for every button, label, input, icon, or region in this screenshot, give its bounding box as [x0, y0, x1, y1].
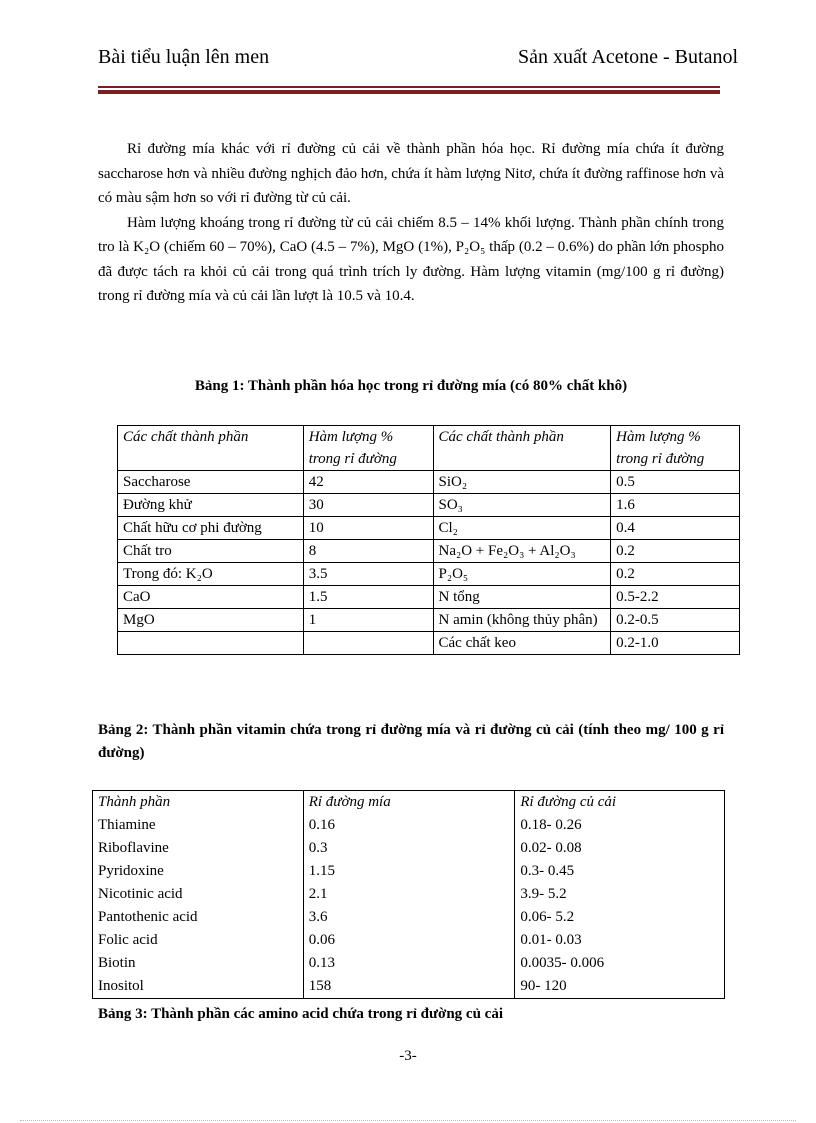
table1-cell: SO₃ [433, 494, 611, 517]
table2-cell: 0.01- 0.03 [515, 929, 725, 952]
table1-cell: N amin (không thủy phân) [433, 609, 611, 632]
table1-cell: Chất hữu cơ phi đường [118, 517, 304, 540]
table-row [118, 517, 740, 540]
table1-cell: MgO [118, 609, 304, 632]
table2-cell: 3.6 [303, 906, 515, 929]
table-row [93, 814, 725, 837]
table1-cell: CaO [118, 586, 304, 609]
table2 [92, 790, 725, 999]
table-row [93, 975, 725, 999]
table2-cell: Folic acid [93, 929, 304, 952]
table1-cell: 1.6 [611, 494, 740, 517]
table-row [118, 632, 740, 655]
table2-cell: 0.3 [303, 837, 515, 860]
table2-cell: Thiamine [93, 814, 304, 837]
table3-caption: Bảng 3: Thành phần các amino acid chứa trong rỉ đường củ cải [98, 1006, 503, 1022]
table1-cell: 0.2-1.0 [611, 632, 740, 655]
header-left-title: Bài tiểu luận lên men [98, 46, 270, 68]
page-number: -3- [399, 1048, 417, 1064]
table1-cell: 0.2 [611, 563, 740, 586]
paragraph-1: Rỉ đường mía khác với rỉ đường củ cải về thành phần hóa học. Rỉ đường mía chứa ít đường saccharose hơn và nhiều đường nghịch đảo hơn, chứa ít hàm lượng Nitơ, chứa ít đường raffinose hơn và có màu sậm hơn so với rỉ đường từ củ cải. [98, 141, 724, 206]
table1-cell: P₂O₅ [433, 563, 611, 586]
table1 [117, 425, 740, 655]
table1-cell [118, 632, 304, 655]
table2-cell: Riboflavine [93, 837, 304, 860]
table1-cell: N tổng [433, 586, 611, 609]
table2-cell: Biotin [93, 952, 304, 975]
table2-cell: Pyridoxine [93, 860, 304, 883]
table1-cell: 0.2 [611, 540, 740, 563]
table-row [118, 471, 740, 494]
table2-cell: 2.1 [303, 883, 515, 906]
table1-header-cell: Các chất thành phần [433, 426, 611, 471]
table1-header-cell: Hàm lượng % trong rỉ đường [303, 426, 433, 471]
table1-cell: Na₂O + Fe₂O₃ + Al₂O₃ [433, 540, 611, 563]
table2-caption: Bảng 2: Thành phần vitamin chứa trong rỉ đường mía và rỉ đường củ cải (tính theo mg/ 100 g rỉ đường) [98, 722, 724, 761]
table2-cell: 0.3- 0.45 [515, 860, 725, 883]
table1-cell: Cl₂ [433, 517, 611, 540]
table2-header-cell: Thành phần [93, 791, 304, 815]
table2-cell: 1.15 [303, 860, 515, 883]
table-row [118, 563, 740, 586]
table1-cell: Saccharose [118, 471, 304, 494]
table-row [118, 609, 740, 632]
table1-cell: 1.5 [303, 586, 433, 609]
table2-cell: 3.9- 5.2 [515, 883, 725, 906]
table2-header-row [93, 791, 725, 815]
table-row [93, 906, 725, 929]
table2-cell: 90- 120 [515, 975, 725, 999]
table-row [118, 540, 740, 563]
table1-header-cell: Các chất thành phần [118, 426, 304, 471]
table1-cell: 10 [303, 517, 433, 540]
table1-caption: Bảng 1: Thành phần hóa học trong rỉ đường mía (có 80% chất khô) [194, 378, 628, 394]
table-row [93, 883, 725, 906]
table1-cell: Chất tro [118, 540, 304, 563]
table2-cell: 0.16 [303, 814, 515, 837]
table-row [93, 952, 725, 975]
table2-cell: 158 [303, 975, 515, 999]
header-right-title: Sản xuất Acetone - Butanol [518, 46, 738, 68]
table1-cell: 42 [303, 471, 433, 494]
table1-cell: 8 [303, 540, 433, 563]
table1-cell: 3.5 [303, 563, 433, 586]
table-row [118, 586, 740, 609]
table-row [93, 929, 725, 952]
header-rule-thin [98, 86, 720, 88]
page-bottom-border [20, 1120, 796, 1121]
table1-cell: 0.4 [611, 517, 740, 540]
table1-cell: 0.5-2.2 [611, 586, 740, 609]
table2-cell: 0.06- 5.2 [515, 906, 725, 929]
table1-cell: 0.2-0.5 [611, 609, 740, 632]
table2-cell: 0.0035- 0.006 [515, 952, 725, 975]
table1-cell: 0.5 [611, 471, 740, 494]
table-row [93, 837, 725, 860]
table1-header-cell: Hàm lượng % trong rỉ đường [611, 426, 740, 471]
table1-cell: 1 [303, 609, 433, 632]
table2-cell: 0.02- 0.08 [515, 837, 725, 860]
table2-cell: 0.18- 0.26 [515, 814, 725, 837]
body-text [98, 137, 724, 309]
paragraph-2: Hàm lượng khoáng trong rỉ đường từ củ cải chiếm 8.5 – 14% khối lượng. Thành phần chính trong tro là K₂O (chiếm 60 – 70%), CaO (4.5 – 7%), MgO (1%), P₂O₅ thấp (0.2 – 0.6%) do phần lớn phospho đã được tách ra khỏi củ cải trong quá trình trích ly đường. Hàm lượng vitamin (mg/100 g rỉ đường) trong rỉ đường mía và củ cải lần lượt là 10.5 và 10.4. [98, 214, 724, 304]
table2-header-cell: Rỉ đường mía [303, 791, 515, 815]
table2-cell: Nicotinic acid [93, 883, 304, 906]
table1-cell [303, 632, 433, 655]
table2-cell: 0.06 [303, 929, 515, 952]
table2-cell: 0.13 [303, 952, 515, 975]
table1-header-row [118, 426, 740, 471]
table1-cell: Đường khử [118, 494, 304, 517]
table1-cell: 30 [303, 494, 433, 517]
table1-cell: Trong đó: K₂O [118, 563, 304, 586]
table-row [93, 860, 725, 883]
table1-cell: SiO₂ [433, 471, 611, 494]
table2-header-cell: Rỉ đường củ cải [515, 791, 725, 815]
table-row [118, 494, 740, 517]
table2-cell: Inositol [93, 975, 304, 999]
table1-cell: Các chất keo [433, 632, 611, 655]
table2-cell: Pantothenic acid [93, 906, 304, 929]
header-rule-thick [98, 90, 720, 94]
